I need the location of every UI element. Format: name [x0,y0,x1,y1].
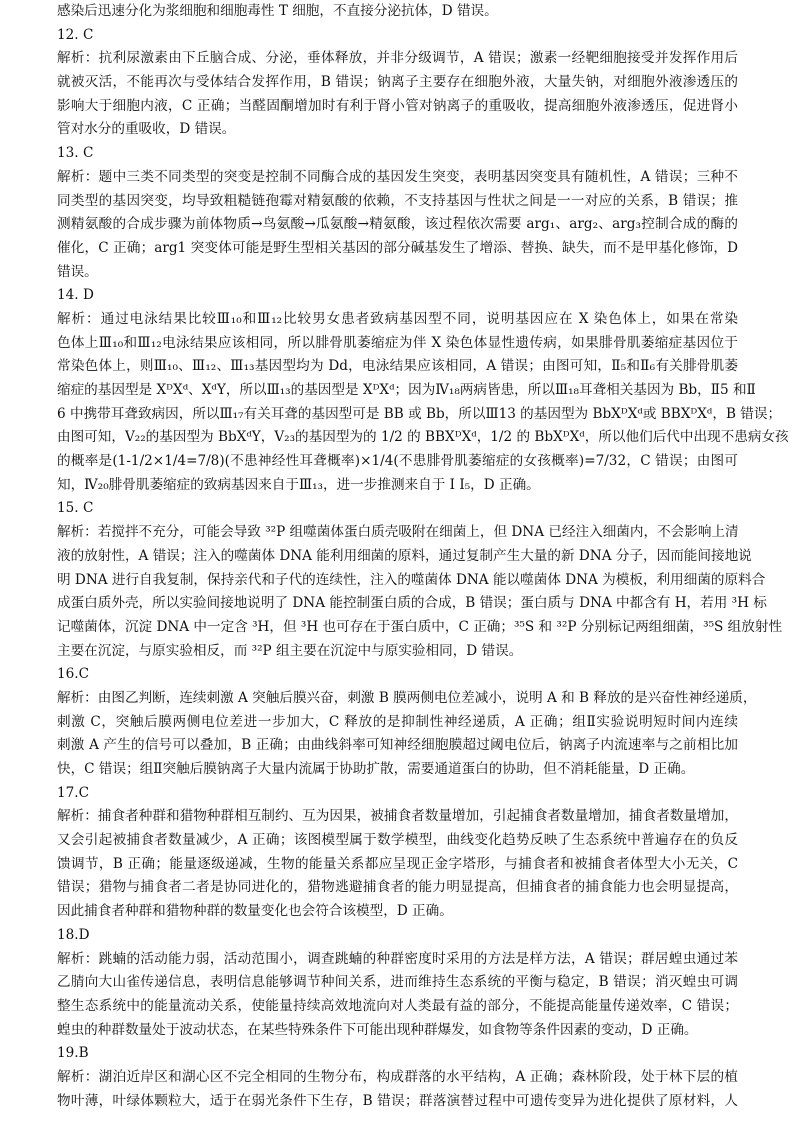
explanation-line: 感染后迅速分化为浆细胞和细胞毒性 T 细胞，不直接分泌抗体，D 错误。 [57,3,498,19]
answer-item [57,284,789,497]
answer-label: 12. C [57,26,94,43]
answer-label: 15. C [57,500,94,517]
explanation-line: 6 中携带耳聋致病因，所以Ⅲ₁₇有关耳聋的基因型可是 BB 或 Bb，所以Ⅲ13 的基因型为 BbXᴰXᵈ或 BBXᴰXᵈ，B 错误； [57,405,782,422]
explanation-line: 刺激 A 产生的信号可以叠加，B 正确；由曲线斜率可知神经细胞膜超过阈电位后，钠离子内流速率与之前相比加 [57,737,738,754]
explanation-line: 蝗虫的种群数量处于波动状态，在某些特殊条件下可能出现种群爆发，如食物等条件因素的变动，D 正确。 [57,1021,698,1038]
explanation-line: 常染色体上，则Ⅲ₁₀、Ⅲ₁₂、Ⅲ₁₃基因型均为 Dd，电泳结果应该相同，A 错误；由图可知，Ⅱ₅和Ⅱ₆有关腓骨肌萎 [57,358,738,375]
explanation-line: 的概率是(1-1/2×1/4=7/8)(不患神经性耳聋概率)×1/4(不患腓骨肌萎缩症的女孩概率)=7/32，C 错误；由图可 [57,453,738,470]
explanation-line: 知，Ⅳ₂₀腓骨肌萎缩症的致病基因来自于Ⅲ₁₃，进一步推测来自于 I I₅，D 正确。 [57,476,540,493]
answer-document [57,0,789,1113]
explanation-line: 馈调节，B 正确；能量逐级递减，生物的能量关系都应呈现正金字塔形，与捕食者和被捕食者体型大小无关，C [57,855,738,872]
explanation-line: 错误。 [57,263,98,280]
explanation-line: 由图可知，V₂₂的基因型为 BbXᵈY，V₂₃的基因型为的 1/2 的 BBXᴰXᵈ，1/2 的 BbXᴰXᵈ，所以他们后代中出现不患病女孩 [57,429,789,446]
explanation-line: 解析：抗利尿激素由下丘脑合成、分泌，垂体释放，并非分级调节，A 错误；激素一经靶细胞接受并发挥作用后 [57,50,738,67]
explanation-line: 同类型的基因突变，均导致粗糙链孢霉对精氨酸的依赖，不支持基因与性状之间是一一对应的关系，B 错误；推 [57,192,738,209]
explanation-line: 解析：若搅拌不充分，可能会导致 ³²P 组噬菌体蛋白质壳吸附在细菌上，但 DNA 已经注入细菌内，不会影响上清 [57,524,739,541]
answer-item [57,782,738,924]
answer-label: 14. D [57,287,94,304]
explanation-line: 液的放射性，A 错误；注入的噬菌体 DNA 能利用细菌的原料，通过复制产生大量的新 DNA 分子，因而能间接地说 [57,547,752,564]
explanation-line: 解析：题中三类不同类型的突变是控制不同酶合成的基因发生突变，表明基因突变具有随机性，A 错误；三种不 [57,168,738,185]
explanation-line: 解析：捕食者种群和猎物种群相互制约、互为因果，被捕食者数量增加，引起捕食者数量增加，捕食者数量增加， [57,808,738,825]
explanation-line: 色体上Ⅲ₁₀和Ⅲ₁₂电泳结果应该相同，所以腓骨肌萎缩症为伴 X 染色体显性遗传病，如果腓骨肌萎缩症基因位于 [57,334,738,351]
explanation-line: 主要在沉淀，与原实验相反，而 ³²P 组主要在沉淀中与原实验相同，D 错误。 [57,642,523,659]
explanation-line: 整生态系统中的能量流动关系，使能量持续高效地流向对人类最有益的部分，不能提高能量传递效率，C 错误； [57,997,738,1014]
answer-item [57,142,738,284]
explanation-line: 解析：湖泊近岸区和湖心区不完全相同的生物分布，构成群落的水平结构，A 正确；森林阶段，处于林下层的植 [57,1068,738,1085]
explanation-line: 就被灭活，不能再次与受体结合发挥作用，B 错误；钠离子主要存在细胞外液，大量失钠，对细胞外液渗透压的 [57,74,738,91]
answer-item [57,663,757,781]
answer-item [57,24,738,142]
answer-label: 17.C [57,784,90,801]
explanation-line: 解析：通过电泳结果比较Ⅲ₁₀和Ⅲ₁₂比较男女患者致病基因型不同，说明基因应在 X 染色体上，如果在常染 [57,310,738,327]
explanation-line: 记噬菌体，沉淀 DNA 中一定含 ³H，但 ³H 也可存在于蛋白质中，C 正确；³⁵S 和 ³²P 分别标记两组细菌，³⁵S 组放射性 [57,618,783,635]
explanation-line: 成蛋白质外壳，所以实验间接地说明了 DNA 能控制蛋白质的合成，B 错误；蛋白质与 DNA 中都含有 H，若用 ³H 标 [57,595,767,612]
explanation-line: 因此捕食者种群和猎物种群的数量变化也会符合该模型，D 正确。 [57,903,453,920]
answer-item [57,924,738,1042]
explanation-line: 错误；猎物与捕食者二者是协同进化的，猎物逃避捕食者的能力明显提高，但捕食者的捕食能力也会明显提高， [57,879,738,896]
explanation-line: 明 DNA 进行自我复制，保持亲代和子代的连续性，注入的噬菌体 DNA 能以噬菌体 DNA 为模板，利用细菌的原料合 [57,571,766,588]
explanation-line: 乙腈向大山雀传递信息，表明信息能够调节种间关系，进而维持生态系统的平衡与稳定，B 错误；消灭蝗虫可调 [57,974,738,991]
answer-item [57,0,738,24]
answer-label: 16.C [57,666,90,683]
answer-label: 18.D [57,926,90,943]
explanation-line: 管对水分的重吸收，D 错误。 [57,121,236,138]
explanation-line: 快，C 错误；组Ⅱ突触后膜钠离子大量内流属于协助扩散，需要通道蛋白的协助，但不消耗能量，D 正确。 [57,761,695,777]
answer-item [57,497,783,663]
explanation-line: 解析：跳蝻的活动能力弱，活动范围小，调查跳蝻的种群密度时采用的方法是样方法，A 错误；群居蝗虫通过苯 [57,950,738,967]
answer-label: 19.B [57,1045,89,1062]
explanation-line: 物叶薄，叶绿体颗粒大，适于在弱光条件下生存，B 错误；群落演替过程中可遗传变异为进化提供了原材料，人 [57,1092,738,1109]
answer-label: 13. C [57,145,94,162]
explanation-line: 解析：由图乙判断，连续刺激 A 突触后膜兴奋，刺激 B 膜两侧电位差减小，说明 A 和 B 释放的是兴奋性神经递质， [57,689,757,706]
explanation-line: 又会引起被捕食者数量减少，A 正确；该图模型属于数学模型，曲线变化趋势反映了生态系统中普遍存在的负反 [57,832,738,849]
explanation-line: 催化，C 正确；arg1 突变体可能是野生型相关基因的部分碱基发生了增添、替换、缺失，而不是甲基化修饰，D [57,239,738,256]
explanation-line: 影响大于细胞内液，C 正确；当醛固酮增加时有利于肾小管对钠离子的重吸收，提高细胞外液渗透压，促进肾小 [57,97,738,114]
explanation-line: 缩症的基因型是 XᴰXᵈ、XᵈY，所以Ⅲ₁₃的基因型是 XᴰXᵈ；因为Ⅳ₁₈两病皆患，所以Ⅲ₁₈耳聋相关基因为 Bb，Ⅱ5 和Ⅱ [57,382,756,398]
explanation-line: 刺激 C，突触后膜两侧电位差进一步加大，C 释放的是抑制性神经递质，A 正确；组Ⅱ实验说明短时间内连续 [57,713,738,730]
answer-item [57,1042,738,1113]
explanation-line: 测精氨酸的合成步骤为前体物质→鸟氨酸→瓜氨酸→精氨酸，该过程依次需要 arg₁、arg₂、arg₃控制合成的酶的 [57,216,738,233]
